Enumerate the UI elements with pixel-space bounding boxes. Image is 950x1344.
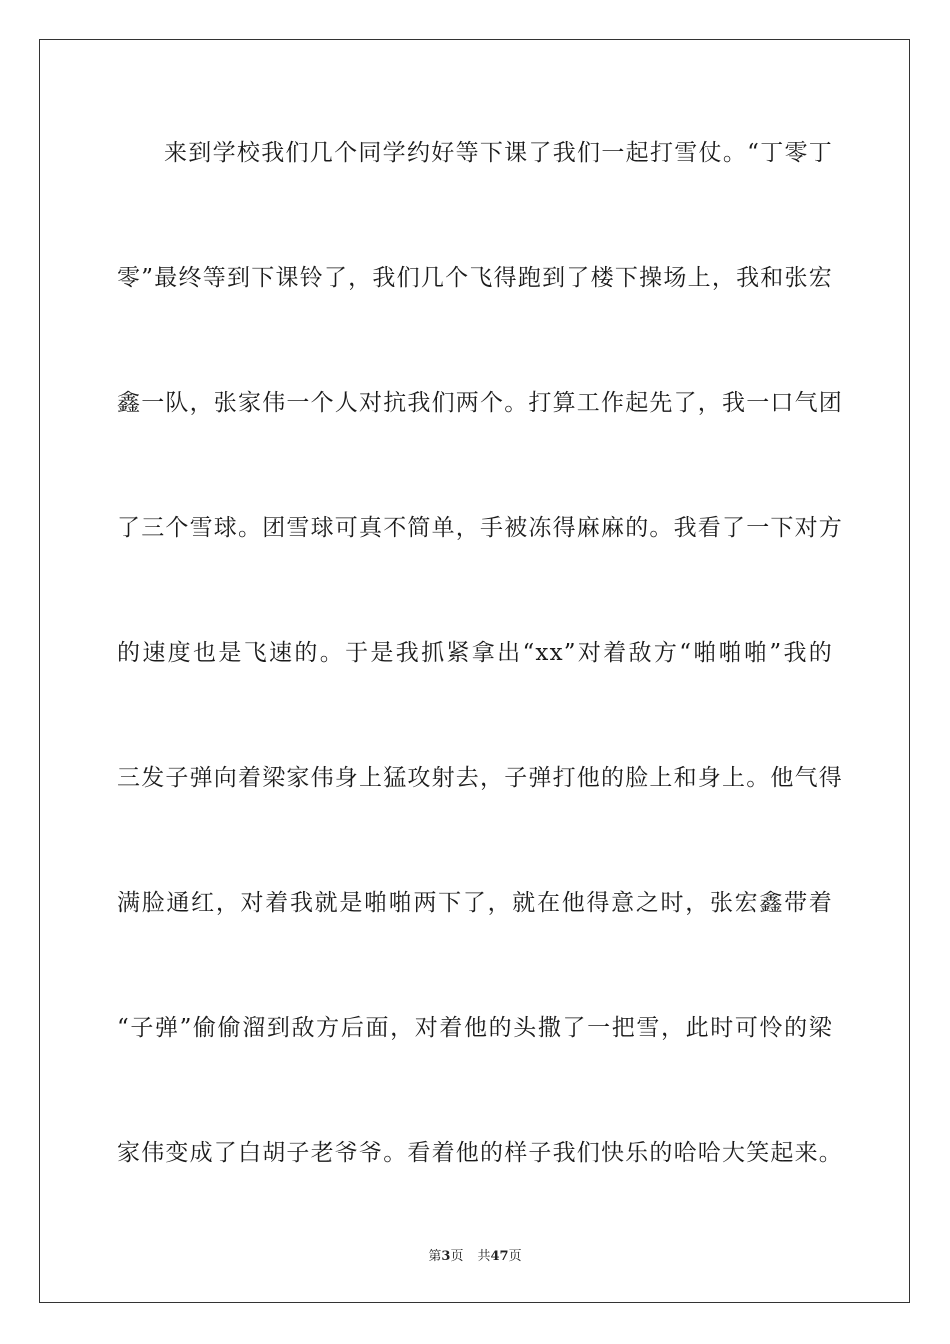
total-pages-number: 47 — [490, 1249, 509, 1264]
paragraph-line-2: 零”最终等到下课铃了，我们几个飞得跑到了楼下操场上，我和张宏 — [117, 265, 833, 291]
paragraph-line-1: 来到学校我们几个同学约好等下课了我们一起打雪仗。“丁零丁 — [164, 140, 833, 166]
page-prefix: 第 — [428, 1249, 442, 1264]
paragraph-line-9: 家伟变成了白胡子老爷爷。看着他的样子我们快乐的哈哈大笑起来。 — [117, 1140, 843, 1166]
paragraph-line-6: 三发子弹向着梁家伟身上猛攻射去，子弹打他的脸上和身上。他气得 — [117, 765, 843, 791]
paragraph-line-8: “子弹”偷偷溜到敌方后面，对着他的头撒了一把雪，此时可怜的梁 — [117, 1015, 833, 1041]
paragraph-line-5: 的速度也是飞速的。于是我抓紧拿出“xx”对着敌方“啪啪啪”我的 — [117, 640, 833, 666]
total-prefix: 共 — [477, 1249, 491, 1264]
paragraph-line-4: 了三个雪球。团雪球可真不简单，手被冻得麻麻的。我看了一下对方 — [117, 515, 843, 541]
current-page-number: 3 — [441, 1249, 451, 1264]
paragraph-line-7: 满脸通红，对着我就是啪啪两下了，就在他得意之时，张宏鑫带着 — [117, 890, 833, 916]
page-footer — [0, 1248, 950, 1266]
paragraph-line-3: 鑫一队，张家伟一个人对抗我们两个。打算工作起先了，我一口气团 — [117, 390, 843, 416]
total-suffix: 页 — [508, 1249, 522, 1264]
page-border — [39, 39, 910, 1303]
page-suffix: 页 — [450, 1249, 464, 1264]
